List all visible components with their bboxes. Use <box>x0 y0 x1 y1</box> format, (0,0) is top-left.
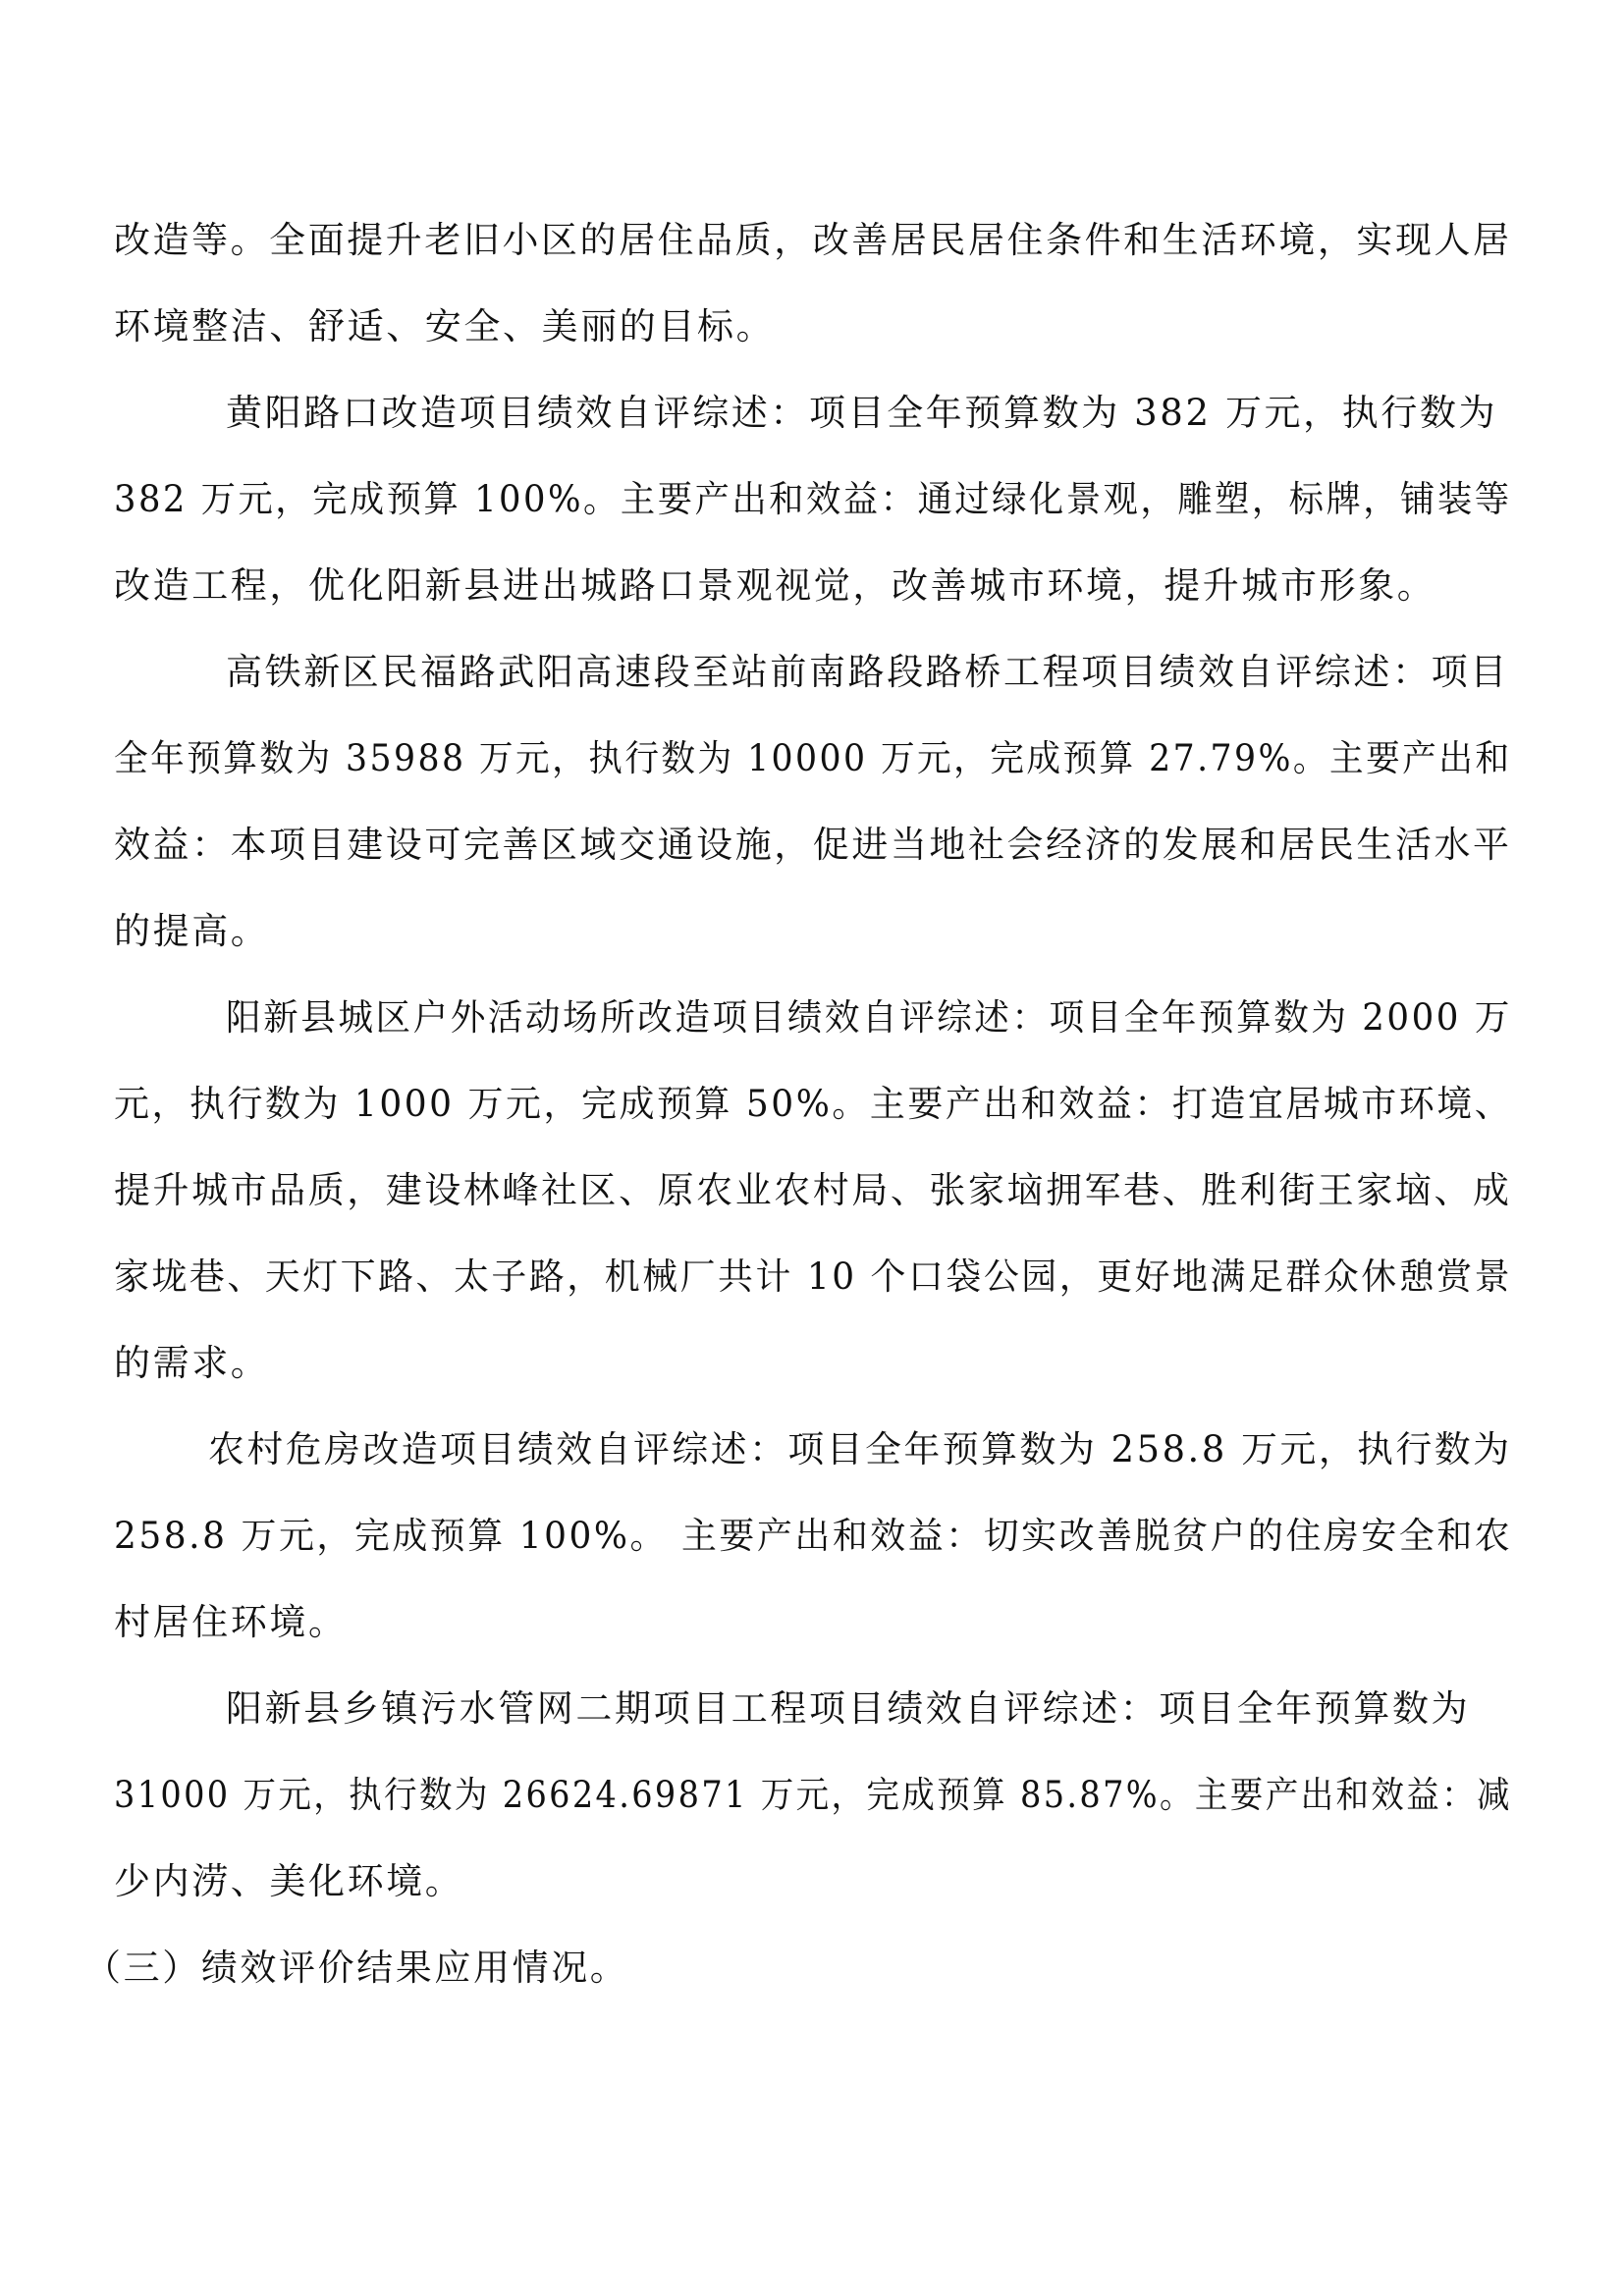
paragraph-4-line-5: 的需求。 <box>114 1342 270 1384</box>
paragraph-6-line-3: 少内涝、美化环境。 <box>114 1860 464 1902</box>
paragraph-4-line-1: 阳新县城区户外活动场所改造项目绩效自评综述：项目全年预算数为 2000 万 <box>226 996 1512 1039</box>
paragraph-6-line-2: 31000 万元，执行数为 26624.69871 万元，完成预算 85.87%。主要产出和效益：减 <box>114 1774 1512 1816</box>
paragraph-4-line-4: 家垅巷、天灯下路、太子路，机械厂共计 10 个口袋公园，更好地满足群众休憩赏景 <box>114 1255 1513 1298</box>
paragraph-2-line-2: 382 万元，完成预算 100%。主要产出和效益：通过绿化景观，雕塑，标牌，铺装等 <box>114 478 1512 520</box>
paragraph-5-line-1: 农村危房改造项目绩效自评综述：项目全年预算数为 258.8 万元，执行数为 <box>208 1428 1512 1470</box>
paragraph-3-line-2: 全年预算数为 35988 万元，执行数为 10000 万元，完成预算 27.79%。主要产出和 <box>114 737 1512 779</box>
paragraph-2-line-3: 改造工程，优化阳新县进出城路口景观视觉，改善城市环境，提升城市形象。 <box>114 564 1436 607</box>
paragraph-4-line-3: 提升城市品质，建设林峰社区、原农业农村局、张家垴拥军巷、胜利街王家垴、成 <box>114 1169 1512 1211</box>
paragraph-5-line-2: 258.8 万元，完成预算 100%。 主要产出和效益：切实改善脱贫户的住房安全和农 <box>114 1515 1513 1557</box>
paragraph-4-line-2: 元，执行数为 1000 万元，完成预算 50%。主要产出和效益：打造宜居城市环境、 <box>114 1083 1513 1125</box>
paragraph-2-line-1: 黄阳路口改造项目绩效自评综述：项目全年预算数为 382 万元，执行数为 <box>226 392 1498 434</box>
section-heading: （三）绩效评价结果应用情况。 <box>84 1947 629 1989</box>
paragraph-1-line-1: 改造等。全面提升老旧小区的居住品质，改善居民居住条件和生活环境，实现人居 <box>114 219 1512 261</box>
paragraph-6-line-1: 阳新县乡镇污水管网二期项目工程项目绩效自评综述：项目全年预算数为 <box>226 1687 1471 1730</box>
paragraph-3-line-3: 效益：本项目建设可完善区域交通设施，促进当地社会经济的发展和居民生活水平 <box>114 824 1512 866</box>
paragraph-3-line-4: 的提高。 <box>114 910 270 952</box>
paragraph-5-line-3: 村居住环境。 <box>114 1601 348 1643</box>
paragraph-1-line-2: 环境整洁、舒适、安全、美丽的目标。 <box>114 305 776 347</box>
paragraph-3-line-1: 高铁新区民福路武阳高速段至站前南路段路桥工程项目绩效自评综述：项目 <box>226 651 1509 693</box>
